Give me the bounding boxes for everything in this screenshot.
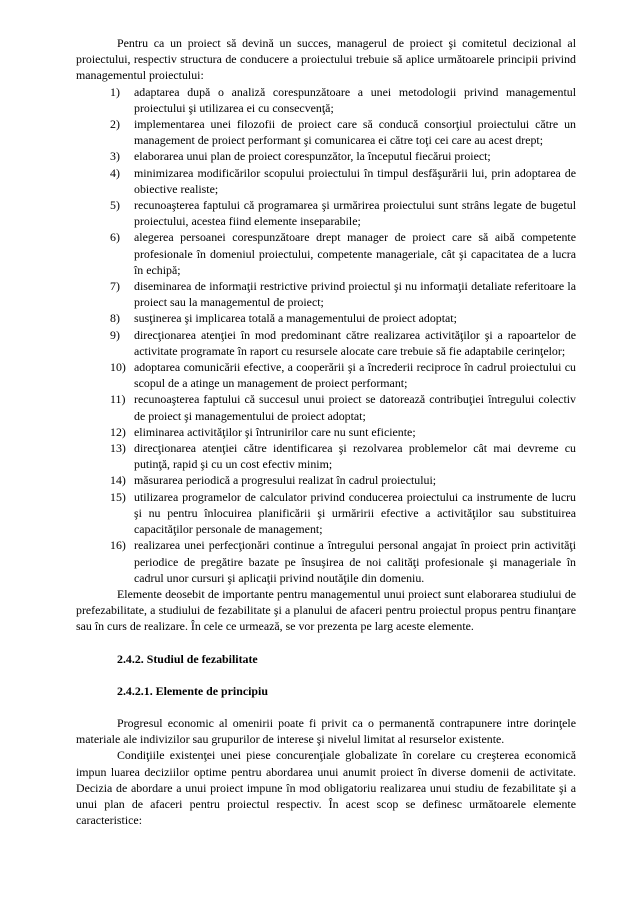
list-item-text: adaptarea după o analiză corespunzătoare a unei metodologii privind managementul proiectului şi utilizarea ei cu consecvenţă; [134, 84, 576, 115]
intro-paragraph: Pentru ca un proiect să devină un succes, managerul de proiect şi comitetul decizional al proiectului, respectiv structura de conducere a proiectului trebuie să aplice următoarele principii privind managementul proiectului: [76, 36, 576, 83]
list-item [76, 84, 576, 116]
list-item-text: eliminarea activităţilor şi întrunirilor care nu sunt eficiente; [134, 424, 416, 439]
progress-paragraph: Progresul economic al omenirii poate fi privit ca o permanentă contrapunere intre dorinţele materiale ale indivizilor sau grupurilor de interese şi nivelul limitat al resurselor existente. [76, 715, 576, 747]
list-number: 11) [110, 392, 126, 407]
list-item [76, 278, 576, 310]
elements-paragraph: Elemente deosebit de importante pentru managementul unui proiect sunt elaborarea studiului de prefezabilitate, a studiului de fezabilitate şi a planului de afaceri pentru proiectul propus pentru finanţare sau în curs de realizare. În cele ce urmează, se vor prezenta pe larg aceste elemente. [76, 586, 576, 634]
list-item-text: măsurarea periodică a progresului realizat în cadrul proiectului; [134, 473, 437, 488]
principles-list [76, 84, 576, 586]
list-number: 7) [110, 279, 120, 294]
list-number: 3) [110, 149, 120, 164]
list-item [76, 116, 576, 148]
list-item-text: direcţionarea atenţiei în mod predominant către realizarea activităţilor şi a rapoartelor de activitate programate în raport cu resursele alocate care trebuie să fie adaptabile cerinţelor; [134, 327, 576, 358]
list-item-text: alegerea persoanei corespunzătoare drept manager de proiect care să aibă competente profesionale în domeniul proiectului, competente manageriale, cât şi capacitatea de a lucra în echipă; [134, 230, 576, 277]
list-number: 14) [110, 473, 126, 488]
list-item-text: implementarea unei filozofii de proiect care să conducă consorţiul proiectului către un management de proiect performant şi comunicarea ei către toţi cei care au acest drept; [134, 117, 576, 148]
list-item [76, 310, 576, 326]
list-number: 2) [110, 117, 120, 132]
list-item [76, 440, 576, 472]
spacer [76, 667, 576, 683]
list-item [76, 229, 576, 278]
list-item [76, 148, 576, 164]
list-item-text: elaborarea unui plan de proiect corespunzător, la începutul fiecărui proiect; [134, 149, 491, 164]
list-number: 8) [110, 311, 120, 326]
list-number: 13) [110, 441, 126, 456]
list-number: 16) [110, 538, 126, 553]
list-item-text: minimizarea modificărilor scopului proiectului în timpul desfăşurării lui, prin adoptarea de obiective realiste; [134, 165, 576, 196]
list-item-text: recunoaşterea faptului că succesul unui proiect se datorează contribuţiei întregului colectiv de proiect şi managementului de proiect adoptat; [134, 392, 576, 423]
list-item-text: realizarea unei perfecţionări continue a întregului personal angajat în proiect prin activităţi periodice de pregătire bazate pe însuşirea de noi calităţi profesionale şi manageriale în cadrul unor cursuri şi aplicaţii privind noutăţile din domeniu. [134, 538, 576, 585]
page-content [76, 35, 576, 828]
list-number: 1) [110, 84, 120, 99]
list-number: 15) [110, 489, 126, 504]
subsection-heading: 2.4.2.1. Elemente de principiu [117, 683, 268, 698]
list-number: 12) [110, 424, 126, 439]
list-item-text: recunoaşterea faptului că programarea şi urmărirea proiectului sunt strâns legate de bugetul proiectului, acestea fiind elemente inseparabile; [134, 198, 576, 229]
list-item-text: direcţionarea atenţiei către identificarea şi rezolvarea problemelor cât mai devreme cu putinţă, rapid şi cu un cost efectiv minim; [134, 441, 576, 472]
list-item [76, 359, 576, 391]
list-item [76, 327, 576, 359]
section-heading: 2.4.2. Studiul de fezabilitate [117, 651, 258, 666]
spacer [76, 635, 576, 651]
list-number: 4) [110, 165, 120, 180]
list-number: 9) [110, 327, 120, 342]
list-number: 10) [110, 360, 126, 375]
spacer [76, 699, 576, 715]
list-item-text: susţinerea şi implicarea totală a managementului de proiect adoptat; [134, 311, 457, 326]
list-item-text: adoptarea comunicării efective, a cooperării şi a încrederii reciproce în cadrul proiectului cu scopul de a atinge un management de proiect performant; [134, 360, 576, 391]
list-item [76, 197, 576, 229]
conditions-paragraph: Condiţiile existenţei unei piese concurenţiale globalizate în corelare cu creşterea economică impun luarea deciziilor optime pentru abordarea unui anumit proiect în diverse domenii de activitate. Decizia de abordare a unui proiect impune în mod obligatoriu realizarea unui studiu de fezabilitate şi a unui plan de afaceri pentru proiectul respectiv. În acest scop se definesc următoarele elemente caracteristice: [76, 748, 576, 828]
list-item-text: diseminarea de informaţii restrictive privind proiectul şi nu informaţii detaliate referitoare la proiect sau la managementul de proiect; [134, 279, 576, 310]
list-item [76, 537, 576, 586]
list-number: 6) [110, 230, 120, 245]
list-item-text: utilizarea programelor de calculator privind conducerea proiectului ca instrumente de lucru şi nu pentru înlocuirea planificării şi urmăririi efective a activităţilor sau substituirea capacităţilor personale de management; [134, 489, 576, 537]
list-item [76, 489, 576, 538]
list-item [76, 424, 576, 440]
list-item [76, 472, 576, 488]
list-item [76, 165, 576, 197]
list-number: 5) [110, 198, 120, 213]
list-item [76, 391, 576, 423]
